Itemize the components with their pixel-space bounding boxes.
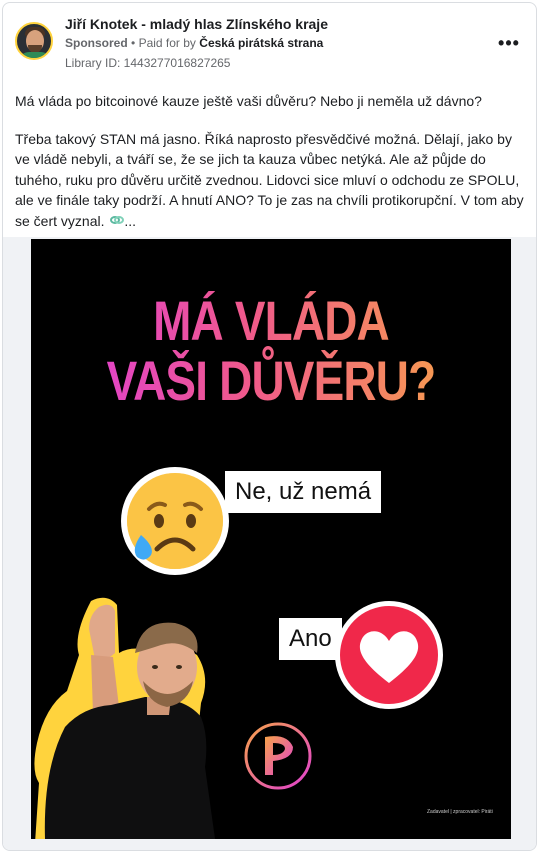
post-paragraph-2-text: Třeba takový STAN má jasno. Říká naprosto přesvědčivé možná. Dělají, jako by ve vládě nebyli, a tváří se, že se jich ta kauza vůbec netýká. Ale až půjde do tuhého, ruku pro důvěru určitě zvednou. Lidovci sice mluví o odchodu ze SPOLU, ale ve finále taky podrží. A hnutí ANO? To je zas na chvíli protikorupční. V tom aby se čert vyznal. xyxy=(15,130,524,229)
post-paragraph-1: Má vláda po bitcoinové kauze ještě vaši důvěru? Nebo ji neměla už dávno? xyxy=(15,93,482,109)
headline-line-1: MÁ VLÁDA xyxy=(153,289,389,352)
legal-footnote: Zadavatel | zpracovatel: Piráti xyxy=(427,809,493,815)
see-more-link[interactable]: ... xyxy=(124,212,137,229)
separator-dot: • xyxy=(131,36,136,50)
answer-yes-label: Ano xyxy=(279,618,342,660)
ad-post-card xyxy=(2,2,537,851)
creative-headline xyxy=(74,291,468,411)
sponsor-line xyxy=(65,36,323,50)
more-options-icon[interactable]: ••• xyxy=(498,32,520,53)
heart-reaction-emoji xyxy=(333,599,445,711)
post-body xyxy=(15,91,527,231)
link-emoji-icon xyxy=(110,211,124,232)
ad-creative-image[interactable] xyxy=(31,239,511,839)
sponsored-label: Sponsored xyxy=(65,36,128,50)
pirate-party-logo xyxy=(243,721,313,791)
headline-line-2: VAŠI DŮVĚRU? xyxy=(106,349,436,412)
sad-face-emoji xyxy=(119,465,231,577)
post-header xyxy=(3,3,536,81)
post-paragraph-2 xyxy=(15,129,527,232)
payer-name[interactable]: Česká pirátská strana xyxy=(199,36,324,50)
paid-for-prefix: Paid for by xyxy=(138,36,196,50)
library-id: Library ID: 1443277016827265 xyxy=(65,56,231,70)
candidate-photo xyxy=(31,589,231,839)
page-name-link[interactable]: Jiří Knotek - mladý hlas Zlínského kraje xyxy=(65,16,328,32)
answer-no-label: Ne, už nemá xyxy=(225,471,381,513)
avatar[interactable] xyxy=(15,22,53,60)
